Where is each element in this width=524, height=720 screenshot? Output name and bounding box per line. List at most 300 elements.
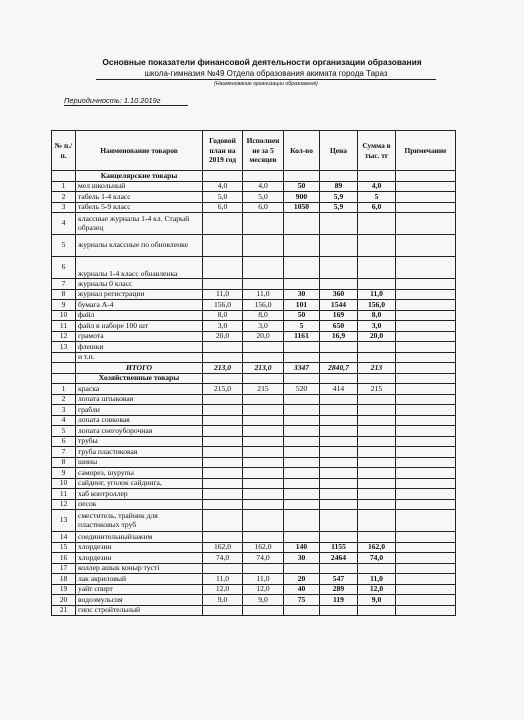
cell-exec: 9,0 [243,595,284,606]
cell-exec [243,499,284,510]
cell-num: 13 [52,342,76,353]
cell-price: 289 [320,584,358,595]
cell-note [396,478,456,489]
cell-exec [243,257,284,279]
cell-note [396,310,456,321]
cell-plan [203,373,243,384]
cell-note [396,257,456,279]
cell-name: и т.п. [76,352,203,363]
cell-price [320,415,358,426]
cell-plan: 11,0 [203,574,243,585]
cell-exec [243,352,284,363]
cell-plan [203,489,243,500]
table-row [52,563,456,574]
cell-note [396,499,456,510]
cell-plan: 213,0 [203,363,243,374]
cell-qty: 140 [284,542,320,553]
cell-note [396,331,456,342]
cell-price [320,436,358,447]
table-row [52,235,456,257]
cell-exec [243,426,284,437]
section-row [52,373,456,384]
cell-plan: 12,0 [203,584,243,595]
cell-exec [243,436,284,447]
cell-exec [243,405,284,416]
cell-name: гипс стройтельный [76,605,203,616]
cell-exec [243,447,284,458]
cell-name: ИТОГО [76,363,203,374]
cell-note [396,235,456,257]
cell-qty: 20 [284,574,320,585]
cell-num: 17 [52,563,76,574]
col-executed: Исполнен не за 5 месяцев [243,131,284,171]
cell-name: журналы 0 класс [76,279,203,290]
cell-qty [284,257,320,279]
cell-exec [243,373,284,384]
cell-num: 13 [52,510,76,532]
cell-note [396,289,456,300]
cell-plan: 9,0 [203,595,243,606]
cell-exec [243,394,284,405]
cell-plan: 74,0 [203,553,243,564]
cell-sum [358,257,396,279]
table-row [52,532,456,543]
cell-plan: 4,0 [203,181,243,192]
cell-plan [203,257,243,279]
cell-note [396,373,456,384]
cell-price: 1155 [320,542,358,553]
cell-qty [284,415,320,426]
cell-exec: 20,0 [243,331,284,342]
cell-exec [243,605,284,616]
cell-qty [284,605,320,616]
cell-price [320,510,358,532]
cell-qty [284,478,320,489]
cell-num: 1 [52,181,76,192]
cell-name: классные журналы 1-4 кл. Старый образец [76,213,203,235]
cell-sum [358,605,396,616]
cell-name: водоэмульсия [76,595,203,606]
cell-qty [284,279,320,290]
cell-qty: 101 [284,300,320,311]
cell-num: 10 [52,310,76,321]
cell-plan [203,415,243,426]
cell-note [396,510,456,532]
cell-plan [203,436,243,447]
cell-name: журнал регистрации [76,289,203,300]
table-row [52,426,456,437]
cell-sum: 11,0 [358,289,396,300]
cell-qty [284,213,320,235]
table-row [52,436,456,447]
cell-exec [243,563,284,574]
col-plan: Годовой план на 2019 год [203,131,243,171]
cell-sum [358,415,396,426]
cell-sum [358,352,396,363]
cell-price [320,605,358,616]
cell-plan [203,426,243,437]
cell-note [396,202,456,213]
cell-plan [203,342,243,353]
cell-price [320,447,358,458]
total-row [52,363,456,374]
cell-num: 6 [52,257,76,279]
cell-price [320,489,358,500]
cell-note [396,574,456,585]
cell-sum: 74,0 [358,553,396,564]
cell-note [396,363,456,374]
cell-qty: 1161 [284,331,320,342]
cell-price [320,213,358,235]
periodicity: Периодичность: 1.10.2019г [64,96,188,106]
cell-num: 12 [52,499,76,510]
cell-price [320,532,358,543]
table-body [52,171,456,616]
cell-qty [284,563,320,574]
cell-sum: 12,0 [358,584,396,595]
cell-name: файл [76,310,203,321]
cell-note [396,300,456,311]
cell-num: 16 [52,553,76,564]
table-row [52,574,456,585]
table-row [52,405,456,416]
cell-name: песок [76,499,203,510]
cell-qty [284,510,320,532]
table-header-row [52,131,456,171]
cell-qty [284,447,320,458]
cell-price [320,352,358,363]
cell-plan [203,171,243,182]
cell-price: 2840,7 [320,363,358,374]
table-row [52,202,456,213]
cell-name: соединительныйзажим [76,532,203,543]
table-row [52,342,456,353]
cell-num [52,363,76,374]
cell-name: Канцелярские товары [76,171,203,182]
cell-plan [203,457,243,468]
cell-name: грамота [76,331,203,342]
cell-exec: 162,0 [243,542,284,553]
cell-plan: 6,0 [203,202,243,213]
cell-note [396,457,456,468]
cell-price [320,257,358,279]
cell-exec [243,213,284,235]
cell-price: 119 [320,595,358,606]
cell-exec [243,478,284,489]
cell-name: коллер ашык коныр тусті [76,563,203,574]
cell-num: 4 [52,213,76,235]
cell-note [396,279,456,290]
section-row [52,171,456,182]
cell-note [396,468,456,479]
cell-price [320,426,358,437]
cell-num: 18 [52,574,76,585]
cell-num [52,352,76,363]
cell-sum [358,532,396,543]
cell-sum [358,436,396,447]
table-row [52,584,456,595]
cell-plan [203,563,243,574]
cell-price: 16,9 [320,331,358,342]
table-row [52,499,456,510]
cell-qty [284,373,320,384]
col-quantity: Кол-во [284,131,320,171]
cell-qty [284,342,320,353]
cell-num: 15 [52,542,76,553]
cell-price [320,373,358,384]
cell-exec: 74,0 [243,553,284,564]
cell-sum [358,447,396,458]
cell-price [320,457,358,468]
cell-qty [284,394,320,405]
cell-plan: 5,0 [203,192,243,203]
cell-sum: 156,0 [358,300,396,311]
table-row [52,553,456,564]
cell-sum [358,405,396,416]
cell-qty: 75 [284,595,320,606]
cell-price [320,405,358,416]
cell-plan [203,468,243,479]
table-row [52,289,456,300]
cell-qty: 5 [284,321,320,332]
cell-name: лопата снегоуборочная [76,426,203,437]
cell-exec [243,532,284,543]
cell-price: 89 [320,181,358,192]
cell-qty: 900 [284,192,320,203]
cell-exec: 11,0 [243,289,284,300]
cell-num: 3 [52,202,76,213]
table-row [52,542,456,553]
cell-name: файл в наборе 100 шт [76,321,203,332]
table-row [52,489,456,500]
cell-name: бумага А-4 [76,300,203,311]
table-row [52,310,456,321]
cell-name: сайдинг, уголок сайдинга, [76,478,203,489]
cell-num: 11 [52,321,76,332]
cell-plan [203,352,243,363]
cell-note [396,384,456,395]
table-row [52,415,456,426]
cell-sum [358,171,396,182]
cell-note [396,595,456,606]
cell-qty: 40 [284,584,320,595]
cell-name: табель 1-4 класс [76,192,203,203]
cell-price [320,279,358,290]
table-row [52,279,456,290]
cell-qty: 50 [284,310,320,321]
cell-plan [203,605,243,616]
cell-sum: 3,0 [358,321,396,332]
cell-exec: 4,0 [243,181,284,192]
cell-note [396,563,456,574]
cell-sum [358,468,396,479]
cell-price: 2464 [320,553,358,564]
cell-sum [358,457,396,468]
cell-num: 9 [52,468,76,479]
cell-name: хлордезин [76,542,203,553]
cell-qty: 30 [284,289,320,300]
cell-num: 11 [52,489,76,500]
cell-num: 12 [52,331,76,342]
cell-qty [284,352,320,363]
cell-num: 21 [52,605,76,616]
organization-caption: (Наименование организации образования) [214,81,318,87]
cell-qty [284,405,320,416]
cell-sum: 5 [358,192,396,203]
cell-exec [243,171,284,182]
cell-num [52,171,76,182]
cell-price: 547 [320,574,358,585]
cell-qty [284,468,320,479]
document-title: Основные показатели финансовой деятельности организации образования [102,57,422,67]
cell-sum: 8,0 [358,310,396,321]
cell-num: 8 [52,289,76,300]
cell-plan [203,510,243,532]
cell-plan [203,394,243,405]
cell-price [320,342,358,353]
cell-name: сместитель, трайник для пластиковых труб [76,510,203,532]
cell-sum: 20,0 [358,331,396,342]
cell-name: труба пластиковая [76,447,203,458]
cell-note [396,553,456,564]
cell-num: 2 [52,192,76,203]
table-row [52,352,456,363]
cell-qty: 50 [284,181,320,192]
cell-note [396,584,456,595]
cell-note [396,171,456,182]
cell-exec: 11,0 [243,574,284,585]
cell-exec [243,279,284,290]
cell-qty: 30 [284,553,320,564]
col-name: Наименование товаров [76,131,203,171]
cell-exec: 6,0 [243,202,284,213]
cell-num: 4 [52,415,76,426]
table-row [52,331,456,342]
cell-sum [358,342,396,353]
cell-name: мел школьный [76,181,203,192]
cell-plan [203,235,243,257]
cell-price: 414 [320,384,358,395]
cell-exec: 215 [243,384,284,395]
cell-num: 10 [52,478,76,489]
financial-table [51,130,456,616]
cell-plan: 11,0 [203,289,243,300]
table-row [52,384,456,395]
cell-sum: 11,0 [358,574,396,585]
cell-note [396,415,456,426]
cell-price [320,171,358,182]
cell-sum: 162,0 [358,542,396,553]
cell-qty [284,426,320,437]
cell-sum: 6,0 [358,202,396,213]
cell-note [396,342,456,353]
cell-exec: 5,0 [243,192,284,203]
cell-qty [284,532,320,543]
cell-num: 6 [52,436,76,447]
cell-sum [358,279,396,290]
cell-plan [203,499,243,510]
cell-sum [358,373,396,384]
cell-num: 20 [52,595,76,606]
cell-plan [203,447,243,458]
table-row [52,510,456,532]
cell-num: 7 [52,447,76,458]
cell-name: хаб контроллер [76,489,203,500]
cell-price [320,499,358,510]
cell-plan: 215,0 [203,384,243,395]
cell-note [396,426,456,437]
cell-exec: 8,0 [243,310,284,321]
cell-sum [358,426,396,437]
cell-plan [203,279,243,290]
cell-plan: 8,0 [203,310,243,321]
table-row [52,181,456,192]
cell-qty [284,436,320,447]
table-row [52,213,456,235]
cell-name: Хозяйственные товары [76,373,203,384]
cell-sum [358,489,396,500]
cell-name: грабли [76,405,203,416]
cell-name: трубы [76,436,203,447]
cell-name: лопата штыковая [76,394,203,405]
cell-name: табель 5-9 класс [76,202,203,213]
cell-name: флешки [76,342,203,353]
cell-note [396,436,456,447]
cell-note [396,447,456,458]
cell-num: 3 [52,405,76,416]
cell-sum: 9,0 [358,595,396,606]
table-row [52,457,456,468]
table-row [52,257,456,279]
cell-num: 9 [52,300,76,311]
cell-price: 169 [320,310,358,321]
cell-num: 2 [52,394,76,405]
table-row [52,478,456,489]
col-sum: Сумма в тыс. тг [358,131,396,171]
table-row [52,468,456,479]
cell-sum [358,213,396,235]
cell-exec: 213,0 [243,363,284,374]
table-row [52,321,456,332]
cell-exec [243,457,284,468]
cell-name: журналы 1-4 класс обнавленка [76,257,203,279]
cell-sum [358,478,396,489]
cell-price [320,468,358,479]
cell-exec: 156,0 [243,300,284,311]
cell-num: 5 [52,235,76,257]
cell-qty: 520 [284,384,320,395]
cell-price [320,478,358,489]
cell-sum [358,499,396,510]
cell-name: краска [76,384,203,395]
cell-qty [284,171,320,182]
table-row [52,447,456,458]
cell-name: лопата совковая [76,415,203,426]
cell-price [320,235,358,257]
cell-plan [203,532,243,543]
cell-name: шины [76,457,203,468]
cell-note [396,213,456,235]
cell-note [396,181,456,192]
cell-exec [243,415,284,426]
cell-sum: 215 [358,384,396,395]
cell-exec [243,468,284,479]
cell-num: 8 [52,457,76,468]
cell-price: 360 [320,289,358,300]
cell-price: 650 [320,321,358,332]
cell-qty: 3347 [284,363,320,374]
cell-note [396,605,456,616]
